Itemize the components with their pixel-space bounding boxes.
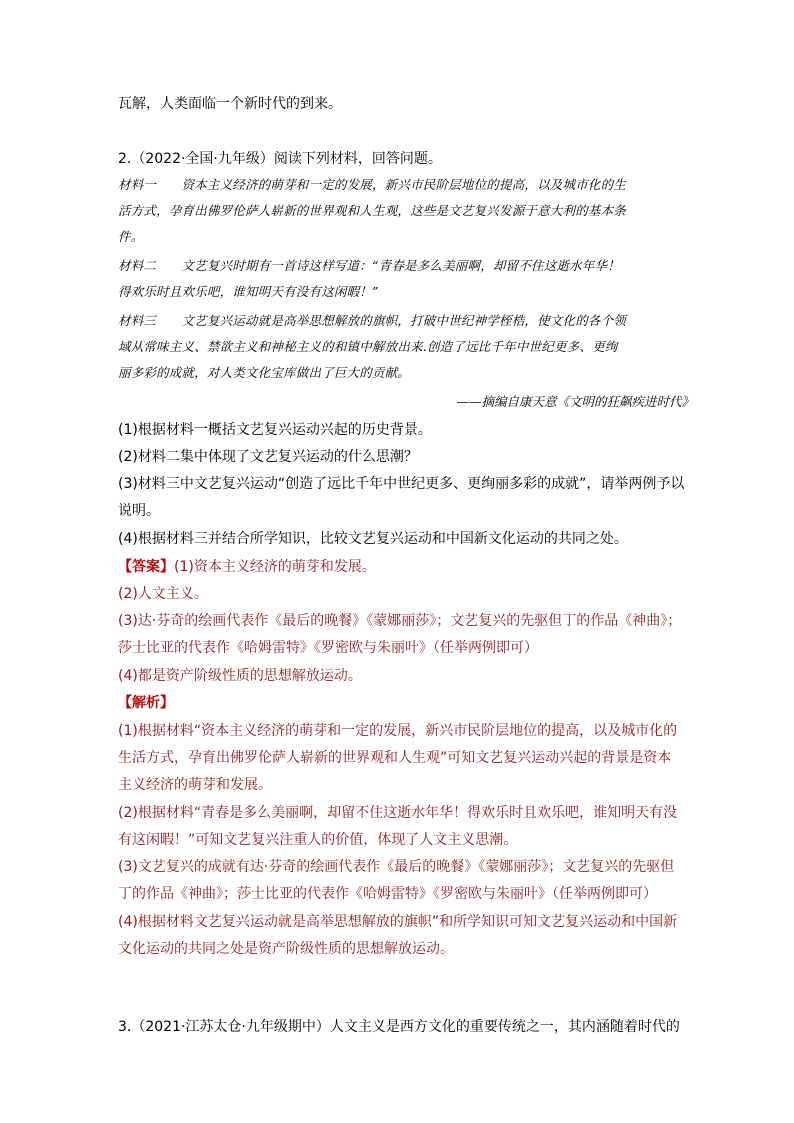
material-3-line-3: 丽多彩的成就，对人类文化宝库做出了巨大的贡献。: [118, 365, 411, 380]
answer-3-line-1: (3)达·芬奇的绘画代表作《最后的晚餐》《蒙娜丽莎》；文艺复兴的先驱但丁的作品《神曲》；: [118, 613, 682, 629]
analysis-1-line-1: (1)根据材料“资本主义经济的萌芽和一定的发展，新兴市民阶层地位的提高，以及城市化的: [118, 723, 678, 739]
question-part-4: (4)根据材料三并结合所学知识，比较文艺复兴运动和中国新文化运动的共同之处。: [118, 531, 628, 547]
material-source: ——摘编自康天意《文明的狂飙疾进时代》: [456, 394, 694, 409]
material-3-line-1: 材料三 文艺复兴运动就是高举思想解放的旗帜，打破中世纪神学桎梏，使文化的各个领: [118, 313, 627, 328]
answer-1: (1)资本主义经济的萌芽和发展。: [174, 559, 376, 575]
analysis-2-line-2: 有这闲暇！”可知文艺复兴注重人的价值，体现了人文主义思潮。: [118, 832, 518, 848]
question-2-stem: 2.（2022·全国·九年级）阅读下列材料，回答问题。: [118, 151, 442, 167]
analysis-1-line-3: 主义经济的萌芽和发展。: [118, 777, 272, 793]
question-part-1: (1)根据材料一概括文艺复兴运动兴起的历史背景。: [118, 422, 432, 438]
analysis-1-line-2: 生活方式，孕育出佛罗伦萨人崭新的世界观和人生观”可知文艺复兴运动兴起的背景是资本: [118, 750, 672, 766]
answer-3-line-2: 莎士比亚的代表作《哈姆雷特》《罗密欧与朱丽叶》（任举两例即可）: [118, 640, 538, 656]
question-3-stem: 3.（2021·江苏太仓·九年级期中）人文主义是西方文化的重要传统之一，其内涵随着时代的: [118, 1019, 680, 1035]
material-3-line-2: 域从常味主义、禁欲主义和神秘主义的和镇中解放出来.创造了远比千年中世纪更多、更绚: [118, 339, 618, 354]
analysis-3-line-1: (3)文艺复兴的成就有达·芬奇的绘画代表作《最后的晚餐》《蒙娜丽莎》；文艺复兴的先驱但: [118, 859, 675, 875]
analysis-3-line-2: 丁的作品《神曲》；莎士比亚的代表作《哈姆雷特》《罗密欧与朱丽叶》（任举两例即可）: [118, 886, 657, 902]
answer-row: [118, 557, 376, 577]
analysis-label: 【解析】: [118, 695, 174, 711]
question-part-2: (2)材料二集中体现了文艺复兴运动的什么思潮？: [118, 449, 418, 465]
analysis-4-line-2: 文化运动的共同之处是资产阶级性质的思想解放运动。: [118, 941, 454, 957]
continued-text: 瓦解，人类面临一个新时代的到来。: [118, 96, 342, 112]
material-1-line-3: 件。: [118, 229, 144, 244]
material-1-line-2: 活方式，孕育出佛罗伦萨人崭新的世界观和人生观，这些是文艺复兴发源于意大利的基本条: [118, 203, 627, 218]
answer-2: (2)人文主义。: [118, 586, 208, 602]
material-2-line-1: 材料二 文艺复兴时期有一首诗这样写道：“青春是多么美丽啊，却留不住这逝水年华！: [118, 258, 620, 273]
material-2-line-2: 得欢乐时且欢乐吧，谁知明天有没有这闲暇！”: [118, 284, 379, 299]
question-part-3-line-2: 说明。: [118, 503, 160, 519]
answer-4: (4)都是资产阶级性质的思想解放运动。: [118, 668, 362, 684]
analysis-4-line-1: (4)根据材料文艺复兴运动就是高举思想解放的旗帜”和所学知识可知文艺复兴运动和中国新: [118, 914, 678, 930]
answer-label: 【答案】: [118, 559, 174, 575]
analysis-2-line-1: (2)根据材料“青春是多么美丽啊，却留不住这逝水年华！得欢乐时且欢乐吧，谁知明天有没: [118, 805, 678, 821]
question-part-3-line-1: (3)材料三中文艺复兴运动“创造了远比千年中世纪更多、更绚丽多彩的成就”，请举两例予以: [118, 476, 685, 492]
material-1-line-1: 材料一 资本主义经济的萌芽和一定的发展，新兴市民阶层地位的提高，以及城市化的生: [118, 177, 627, 192]
